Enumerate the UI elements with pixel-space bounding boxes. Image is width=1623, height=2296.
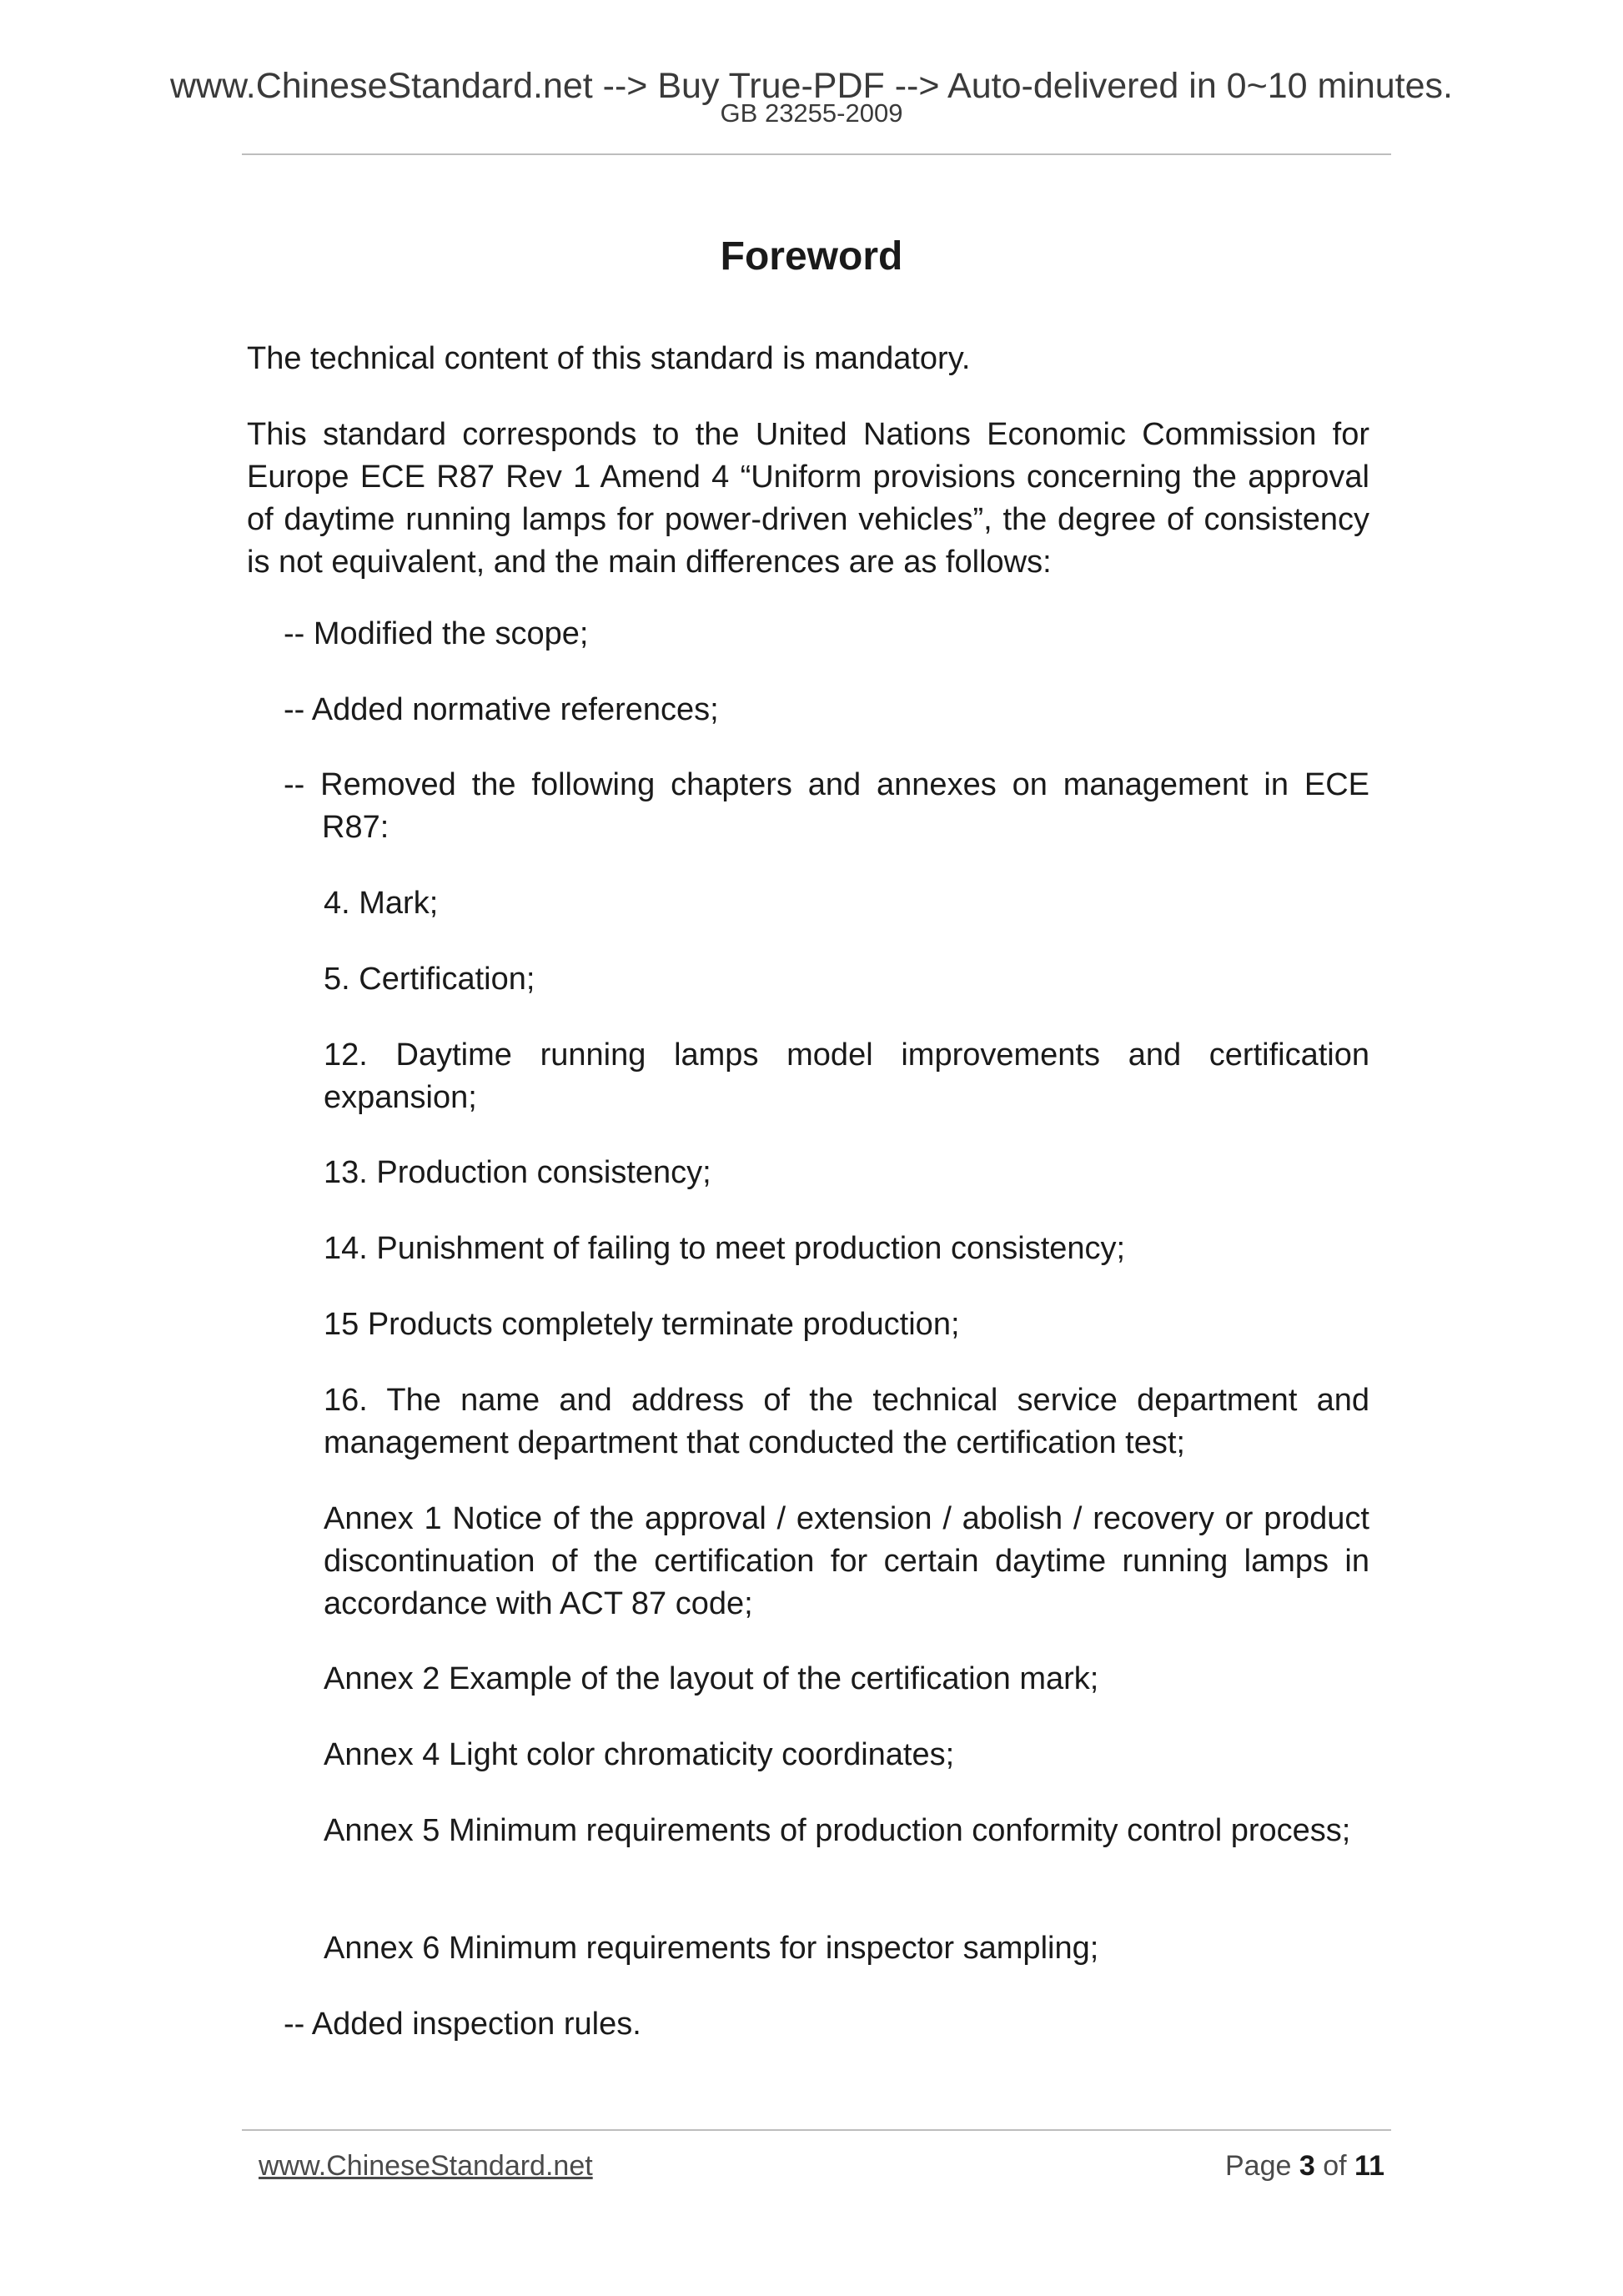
removed-item: 13. Production consistency; (324, 1155, 711, 1190)
removed-item: 15 Products completely terminate production; (324, 1307, 960, 1342)
difference-item: -- Removed the following chapters and annexes on management in ECE R87: (284, 767, 1369, 845)
header-divider (242, 153, 1391, 155)
paragraph-correspondence: This standard corresponds to the United Nations Economic Commission for Europe ECE R87 Rev 1 Amend 4 “Uniform provisions concerning the approval of daytime running lamps for power-driven vehicles”, the degree of consistency is not equivalent, and the main differences are as follows: (247, 417, 1369, 580)
removed-item: 4. Mark; (324, 886, 439, 921)
difference-item: -- Added inspection rules. (284, 2007, 641, 2042)
difference-item: -- Added normative references; (284, 692, 719, 727)
removed-item: Annex 5 Minimum requirements of production conformity control process; (324, 1813, 1351, 1848)
removed-item: 12. Daytime running lamps model improvements and certification expansion; (324, 1037, 1369, 1115)
removed-item: 16. The name and address of the technical service department and management department that conducted the certification test; (324, 1383, 1369, 1460)
page-title: Foreword (720, 234, 903, 279)
removed-item: 14. Punishment of failing to meet production consistency; (324, 1231, 1126, 1266)
page-word: Page (1225, 2150, 1292, 2182)
footer-divider (242, 2129, 1391, 2131)
page-number (1225, 2150, 1384, 2183)
removed-item: Annex 6 Minimum requirements for inspector sampling; (324, 1931, 1099, 1966)
page-total: 11 (1354, 2150, 1384, 2182)
standard-code: GB 23255-2009 (720, 98, 903, 128)
page-current: 3 (1299, 2150, 1315, 2182)
footer-site-link[interactable]: www.ChineseStandard.net (259, 2150, 593, 2182)
page-of: of (1323, 2150, 1347, 2182)
paragraph-mandatory: The technical content of this standard is mandatory. (247, 341, 971, 376)
removed-item: Annex 2 Example of the layout of the certification mark; (324, 1661, 1099, 1696)
removed-item: Annex 4 Light color chromaticity coordinates; (324, 1737, 955, 1772)
difference-item: -- Modified the scope; (284, 616, 589, 651)
removed-item: Annex 1 Notice of the approval / extension / abolish / recovery or product discontinuation of the certification for certain daytime running lamps in accordance with ACT 87 code; (324, 1501, 1369, 1621)
removed-item: 5. Certification; (324, 962, 535, 997)
header-banner: www.ChineseStandard.net --> Buy True-PDF --> Auto-delivered in 0~10 minutes. (169, 66, 1453, 106)
